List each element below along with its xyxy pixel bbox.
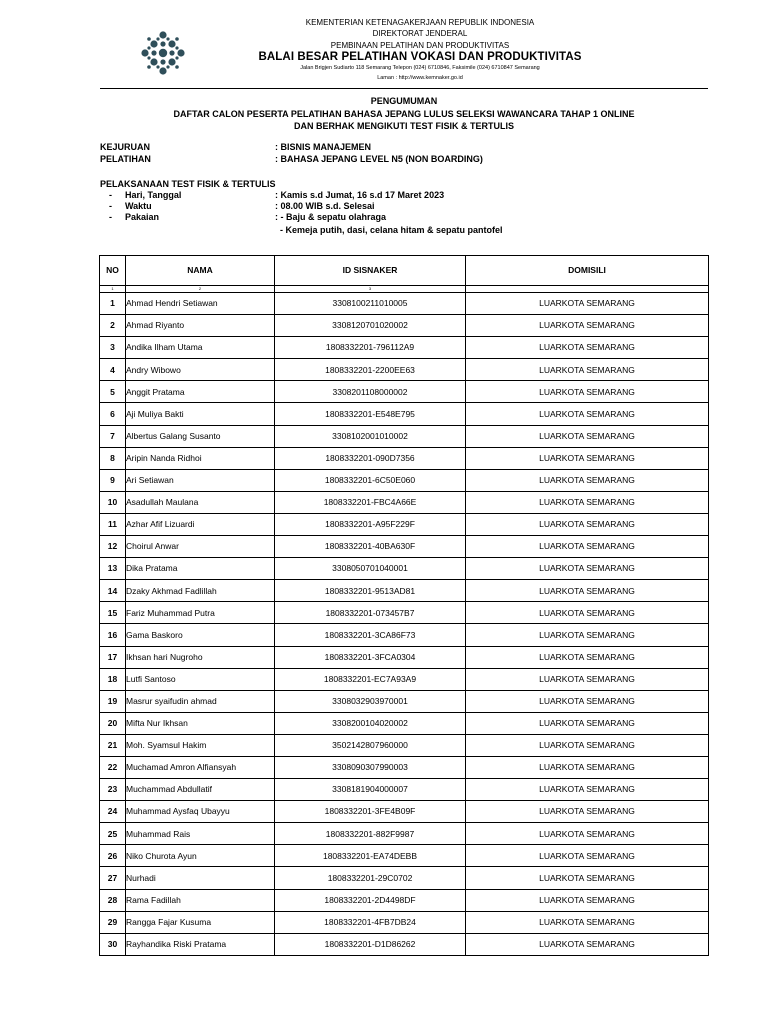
- cell-domisili: LUARKOTA SEMARANG: [466, 646, 709, 668]
- column-index-row: [100, 286, 709, 293]
- cell-no: 20: [100, 712, 126, 734]
- table-row: [100, 690, 709, 712]
- cell-no: 7: [100, 425, 126, 447]
- cell-domisili: LUARKOTA SEMARANG: [466, 425, 709, 447]
- cell-no: 26: [100, 845, 126, 867]
- pakaian-label: Pakaian: [125, 212, 160, 222]
- cell-nama: Niko Churota Ayun: [126, 845, 275, 867]
- cell-id-sisnaker: 1808332201-796112A9: [275, 337, 466, 359]
- cell-domisili: LUARKOTA SEMARANG: [466, 602, 709, 624]
- cell-nama: Dzaky Akhmad Fadlillah: [126, 580, 275, 602]
- cell-domisili: LUARKOTA SEMARANG: [466, 690, 709, 712]
- cell-nama: Gama Baskoro: [126, 624, 275, 646]
- cell-domisili: LUARKOTA SEMARANG: [466, 381, 709, 403]
- pakaian-value-2: - Kemeja putih, dasi, celana hitam & sepatu pantofel: [280, 225, 503, 235]
- cell-domisili: LUARKOTA SEMARANG: [466, 447, 709, 469]
- kemnaker-emblem-icon: [138, 28, 188, 78]
- cell-nama: Rama Fadillah: [126, 889, 275, 911]
- cell-domisili: LUARKOTA SEMARANG: [466, 668, 709, 690]
- cell-id-sisnaker: 3308120701020002: [275, 315, 466, 337]
- table-row: [100, 558, 709, 580]
- cell-domisili: LUARKOTA SEMARANG: [466, 469, 709, 491]
- cell-domisili: LUARKOTA SEMARANG: [466, 911, 709, 933]
- cell-no: 6: [100, 403, 126, 425]
- cell-id-sisnaker: 1808332201-2200EE63: [275, 359, 466, 381]
- table-row: [100, 668, 709, 690]
- cell-domisili: LUARKOTA SEMARANG: [466, 624, 709, 646]
- cell-nama: Anggit Pratama: [126, 381, 275, 403]
- table-row: [100, 469, 709, 491]
- cell-domisili: LUARKOTA SEMARANG: [466, 293, 709, 315]
- table-row: [100, 624, 709, 646]
- cell-no: 17: [100, 646, 126, 668]
- table-row: [100, 381, 709, 403]
- cell-id-sisnaker: 1808332201-E548E795: [275, 403, 466, 425]
- cell-nama: Muchamad Amron Alfiansyah: [126, 756, 275, 778]
- table-row: [100, 337, 709, 359]
- table-row: [100, 425, 709, 447]
- cell-no: 4: [100, 359, 126, 381]
- cell-no: 15: [100, 602, 126, 624]
- cell-nama: Choirul Anwar: [126, 536, 275, 558]
- table-row: [100, 536, 709, 558]
- column-index-1: 1: [100, 286, 126, 293]
- cell-nama: Muchammad Abdullatif: [126, 779, 275, 801]
- column-index-2: 2: [126, 286, 275, 293]
- kejuruan-label: KEJURUAN: [100, 142, 151, 152]
- table-row: [100, 823, 709, 845]
- cell-domisili: LUARKOTA SEMARANG: [466, 513, 709, 535]
- table-row: [100, 889, 709, 911]
- table-row: [100, 359, 709, 381]
- cell-domisili: LUARKOTA SEMARANG: [466, 933, 709, 955]
- cell-nama: Rangga Fajar Kusuma: [126, 911, 275, 933]
- table-body: [100, 293, 709, 956]
- cell-id-sisnaker: 1808332201-9513AD81: [275, 580, 466, 602]
- cell-nama: Aripin Nanda Ridhoi: [126, 447, 275, 469]
- cell-id-sisnaker: 1808332201-3CA86F73: [275, 624, 466, 646]
- cell-nama: Aji Muliya Bakti: [126, 403, 275, 425]
- table-row: [100, 845, 709, 867]
- cell-nama: Ahmad Hendri Setiawan: [126, 293, 275, 315]
- cell-nama: Fariz Muhammad Putra: [126, 602, 275, 624]
- table-row: [100, 933, 709, 955]
- cell-id-sisnaker: 1808332201-FBC4A66E: [275, 491, 466, 513]
- cell-id-sisnaker: 1808332201-D1D86262: [275, 933, 466, 955]
- cell-id-sisnaker: 3308102001010002: [275, 425, 466, 447]
- cell-id-sisnaker: 1808332201-EC7A93A9: [275, 668, 466, 690]
- cell-domisili: LUARKOTA SEMARANG: [466, 845, 709, 867]
- cell-id-sisnaker: 1808332201-40BA630F: [275, 536, 466, 558]
- cell-no: 13: [100, 558, 126, 580]
- letterhead-address: Jalan Brigjen Sudiarto 118 Semarang Telepon (024) 6710846, Faksimile (024) 6710847 Semarang: [300, 65, 540, 71]
- header-domisili: DOMISILI: [466, 256, 709, 286]
- cell-domisili: LUARKOTA SEMARANG: [466, 536, 709, 558]
- cell-domisili: LUARKOTA SEMARANG: [466, 889, 709, 911]
- cell-domisili: LUARKOTA SEMARANG: [466, 779, 709, 801]
- cell-no: 30: [100, 933, 126, 955]
- cell-id-sisnaker: 1808332201-3FCA0304: [275, 646, 466, 668]
- cell-domisili: LUARKOTA SEMARANG: [466, 867, 709, 889]
- waktu-label: Waktu: [125, 201, 152, 211]
- cell-id-sisnaker: 1808332201-29C0702: [275, 867, 466, 889]
- cell-no: 5: [100, 381, 126, 403]
- table-row: [100, 513, 709, 535]
- participants-table: [99, 255, 709, 956]
- cell-no: 22: [100, 756, 126, 778]
- cell-no: 8: [100, 447, 126, 469]
- cell-nama: Nurhadi: [126, 867, 275, 889]
- cell-no: 16: [100, 624, 126, 646]
- pakaian-value-1: : - Baju & sepatu olahraga: [275, 212, 387, 222]
- cell-domisili: LUARKOTA SEMARANG: [466, 712, 709, 734]
- cell-no: 21: [100, 734, 126, 756]
- hari-label: Hari, Tanggal: [125, 190, 182, 200]
- cell-domisili: LUARKOTA SEMARANG: [466, 558, 709, 580]
- table-row: [100, 867, 709, 889]
- table-row: [100, 712, 709, 734]
- cell-id-sisnaker: 3308201108000002: [275, 381, 466, 403]
- announcement-title-line1: DAFTAR CALON PESERTA PELATIHAN BAHASA JEPANG LULUS SELEKSI WAWANCARA TAHAP 1 ONLINE: [173, 109, 635, 119]
- cell-nama: Dika Pratama: [126, 558, 275, 580]
- cell-nama: Muhammad Rais: [126, 823, 275, 845]
- cell-nama: Masrur syaifudin ahmad: [126, 690, 275, 712]
- cell-no: 10: [100, 491, 126, 513]
- cell-domisili: LUARKOTA SEMARANG: [466, 756, 709, 778]
- cell-no: 14: [100, 580, 126, 602]
- hari-value: : Kamis s.d Jumat, 16 s.d 17 Maret 2023: [275, 190, 445, 200]
- waktu-dash: -: [109, 201, 112, 211]
- cell-no: 19: [100, 690, 126, 712]
- cell-no: 29: [100, 911, 126, 933]
- cell-nama: Ahmad Riyanto: [126, 315, 275, 337]
- pelatihan-value: : BAHASA JEPANG LEVEL N5 (NON BOARDING): [275, 154, 483, 164]
- column-index-4: [466, 286, 709, 293]
- cell-id-sisnaker: 3308181904000007: [275, 779, 466, 801]
- cell-domisili: LUARKOTA SEMARANG: [466, 823, 709, 845]
- cell-domisili: LUARKOTA SEMARANG: [466, 337, 709, 359]
- cell-nama: Andika Ilham Utama: [126, 337, 275, 359]
- table-row: [100, 447, 709, 469]
- letterhead-division: PEMBINAAN PELATIHAN DAN PRODUKTIVITAS: [330, 41, 510, 50]
- cell-no: 1: [100, 293, 126, 315]
- table-row: [100, 801, 709, 823]
- cell-nama: Ikhsan hari Nugroho: [126, 646, 275, 668]
- cell-id-sisnaker: 3308200104020002: [275, 712, 466, 734]
- table-header-row: [100, 256, 709, 286]
- cell-domisili: LUARKOTA SEMARANG: [466, 359, 709, 381]
- kejuruan-value: : BISNIS MANAJEMEN: [275, 142, 372, 152]
- pakaian-dash: -: [109, 212, 112, 222]
- cell-nama: Lutfi Santoso: [126, 668, 275, 690]
- cell-no: 27: [100, 867, 126, 889]
- letterhead-website: Laman : http://www.kemnaker.go.id: [377, 75, 463, 81]
- cell-domisili: LUARKOTA SEMARANG: [466, 403, 709, 425]
- cell-id-sisnaker: 1808332201-073457B7: [275, 602, 466, 624]
- column-index-3: 3: [275, 286, 466, 293]
- cell-id-sisnaker: 3308032903970001: [275, 690, 466, 712]
- cell-no: 23: [100, 779, 126, 801]
- cell-no: 24: [100, 801, 126, 823]
- cell-id-sisnaker: 3308050701040001: [275, 558, 466, 580]
- table-row: [100, 580, 709, 602]
- cell-nama: Asadullah Maulana: [126, 491, 275, 513]
- cell-id-sisnaker: 1808332201-EA74DEBB: [275, 845, 466, 867]
- cell-domisili: LUARKOTA SEMARANG: [466, 734, 709, 756]
- letterhead-institution: BALAI BESAR PELATIHAN VOKASI DAN PRODUKTIVITAS: [258, 51, 582, 63]
- letterhead-ministry: KEMENTERIAN KETENAGAKERJAAN REPUBLIK INDONESIA: [305, 18, 535, 27]
- table-row: [100, 602, 709, 624]
- cell-id-sisnaker: 1808332201-2D4498DF: [275, 889, 466, 911]
- table-row: [100, 779, 709, 801]
- table-row: [100, 315, 709, 337]
- announcement-title-line2: DAN BERHAK MENGIKUTI TEST FISIK & TERTULIS: [294, 121, 514, 131]
- cell-no: 11: [100, 513, 126, 535]
- cell-nama: Azhar Afif Lizuardi: [126, 513, 275, 535]
- cell-id-sisnaker: 3502142807960000: [275, 734, 466, 756]
- cell-nama: Mifta Nur Ikhsan: [126, 712, 275, 734]
- cell-domisili: LUARKOTA SEMARANG: [466, 580, 709, 602]
- table-row: [100, 756, 709, 778]
- cell-id-sisnaker: 1808332201-882F9987: [275, 823, 466, 845]
- cell-domisili: LUARKOTA SEMARANG: [466, 491, 709, 513]
- cell-domisili: LUARKOTA SEMARANG: [466, 315, 709, 337]
- cell-no: 9: [100, 469, 126, 491]
- table-row: [100, 911, 709, 933]
- letterhead-divider: [100, 88, 708, 89]
- pelatihan-label: PELATIHAN: [100, 154, 151, 164]
- cell-nama: Muhammad Aysfaq Ubayyu: [126, 801, 275, 823]
- cell-nama: Moh. Syamsul Hakim: [126, 734, 275, 756]
- cell-id-sisnaker: 1808332201-A95F229F: [275, 513, 466, 535]
- pelaksanaan-label: PELAKSANAAN TEST FISIK & TERTULIS: [100, 179, 276, 189]
- table-row: [100, 293, 709, 315]
- header-no: NO: [100, 256, 126, 286]
- header-id-sisnaker: ID SISNAKER: [275, 256, 466, 286]
- table-row: [100, 734, 709, 756]
- cell-id-sisnaker: 1808332201-6C50E060: [275, 469, 466, 491]
- announcement-heading: PENGUMUMAN: [370, 96, 438, 106]
- header-nama: NAMA: [126, 256, 275, 286]
- table-row: [100, 403, 709, 425]
- cell-no: 3: [100, 337, 126, 359]
- cell-no: 28: [100, 889, 126, 911]
- cell-nama: Ari Setiawan: [126, 469, 275, 491]
- cell-id-sisnaker: 1808332201-4FB7DB24: [275, 911, 466, 933]
- cell-nama: Rayhandika Riski Pratama: [126, 933, 275, 955]
- cell-no: 18: [100, 668, 126, 690]
- cell-id-sisnaker: 1808332201-3FE4B09F: [275, 801, 466, 823]
- cell-no: 2: [100, 315, 126, 337]
- cell-nama: Andry Wibowo: [126, 359, 275, 381]
- cell-no: 25: [100, 823, 126, 845]
- letterhead-directorate: DIREKTORAT JENDERAL: [372, 29, 468, 38]
- waktu-value: : 08.00 WIB s.d. Selesai: [275, 201, 375, 211]
- table-row: [100, 646, 709, 668]
- cell-id-sisnaker: 3308090307990003: [275, 756, 466, 778]
- table-row: [100, 491, 709, 513]
- cell-id-sisnaker: 3308100211010005: [275, 293, 466, 315]
- cell-no: 12: [100, 536, 126, 558]
- cell-domisili: LUARKOTA SEMARANG: [466, 801, 709, 823]
- cell-id-sisnaker: 1808332201-090D7356: [275, 447, 466, 469]
- hari-dash: -: [109, 190, 112, 200]
- cell-nama: Albertus Galang Susanto: [126, 425, 275, 447]
